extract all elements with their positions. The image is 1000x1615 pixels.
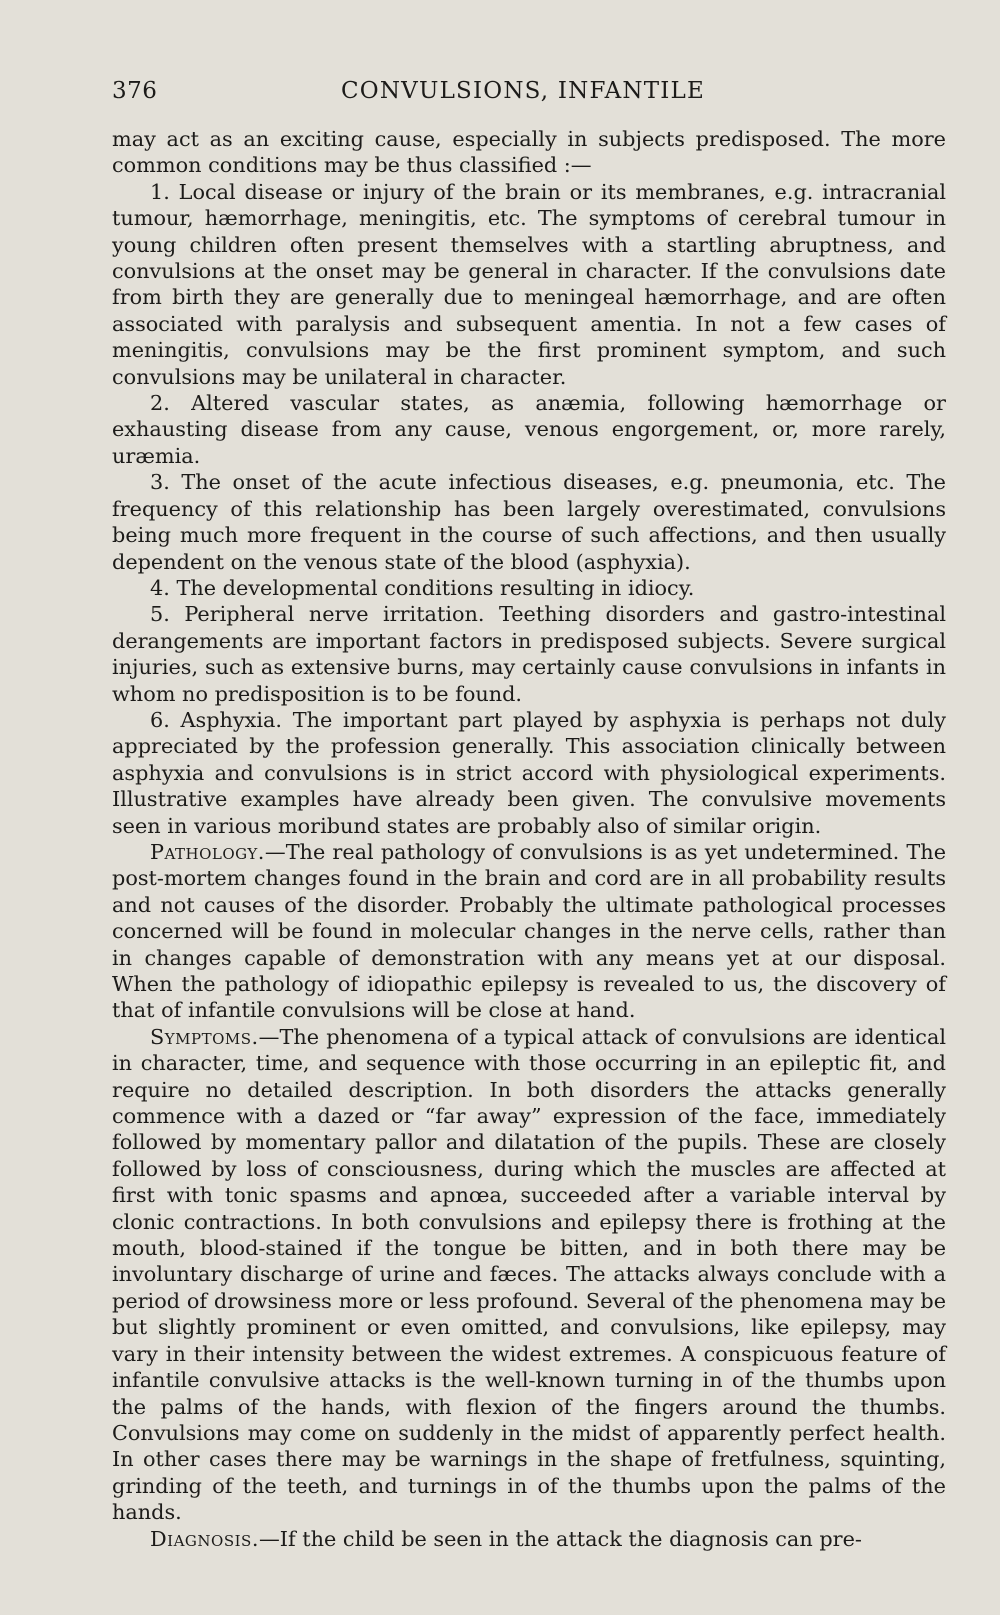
- body-text: [112, 126, 946, 1552]
- page-number: 376: [112, 78, 158, 104]
- section-heading-symptoms: Symptoms.: [150, 1024, 259, 1049]
- pathology-text: —The real pathology of convulsions is as yet undetermined. The post-mortem changes found in the brain and cord are in all probability results and not causes of the disorder. Probably the ultimate pathological processes concerned will be found in molecular changes in the nerve cells, rather than in changes capable of demonstration with any means yet at our disposal. When the pathology of idiopathic epilepsy is revealed to us, the discovery of that of infantile convulsions will be close at hand.: [112, 839, 946, 1023]
- section-heading-pathology: Pathology.: [150, 839, 265, 864]
- page-title: CONVULSIONS, INFANTILE: [341, 78, 706, 104]
- paragraph-symptoms: [112, 1024, 946, 1526]
- paragraph-pathology: [112, 839, 946, 1024]
- running-head: [112, 78, 946, 118]
- paragraph-cause-4: 4. The developmental conditions resulting in idiocy.: [150, 575, 695, 600]
- section-heading-diagnosis: Diagnosis.: [150, 1526, 259, 1551]
- paragraph-cause-6: 6. Asphyxia. The important part played by asphyxia is perhaps not duly appreciated by the profession generally. This association clinically between asphyxia and convulsions is in strict accord with physiological experiments. Illustrative examples have already been given. The convulsive movements seen in various moribund states are probably also of similar origin.: [112, 707, 946, 838]
- symptoms-text: —The phenomena of a typical attack of convulsions are identical in character, time, and sequence with those occurring in an epileptic fit, and require no detailed description. In both disorders the attacks generally commence with a dazed or “far away” expression of the face, immediately followed by momentary pallor and dilatation of the pupils. These are closely followed by loss of consciousness, during which the muscles are affected at first with tonic spasms and apnœa, succeeded after a variable interval by clonic contractions. In both convulsions and epilepsy there is frothing at the mouth, blood-stained if the tongue be bitten, and in both there may be involuntary discharge of urine and fæces. The attacks always conclude with a period of drowsiness more or less profound. Several of the phenomena may be but slightly prominent or even omitted, and convulsions, like epilepsy, may vary in their intensity between the widest extremes. A conspicuous feature of infantile convulsive attacks is the well-known turning in of the thumbs upon the palms of the hands, with flexion of the fingers around the thumbs. Convulsions may come on suddenly in the midst of apparently perfect health. In other cases there may be warnings in the shape of fretfulness, squinting, grinding of the teeth, and turnings in of the thumbs upon the palms of the hands.: [112, 1024, 946, 1525]
- paragraph-diagnosis: [112, 1526, 946, 1552]
- paragraph-cause-3: 3. The onset of the acute infectious diseases, e.g. pneumonia, etc. The frequency of this relationship has been largely overestimated, convulsions being much more frequent in the course of such affections, and then usually dependent on the venous state of the blood (asphyxia).: [112, 470, 946, 574]
- paragraph-cause-2: 2. Altered vascular states, as anæmia, following hæmorrhage or exhausting disease from any cause, venous engorgement, or, more rarely, uræmia.: [112, 391, 946, 468]
- paragraph-cause-1: 1. Local disease or injury of the brain or its membranes, e.g. intracranial tumour, hæmorrhage, meningitis, etc. The symptoms of cerebral tumour in young children often present themselves with a startling abruptness, and convulsions at the onset may be general in character. If the convulsions date from birth they are generally due to meningeal hæmorrhage, and are often associated with paralysis and subsequent amentia. In not a few cases of meningitis, convulsions may be the first prominent symptom, and such convulsions may be unilateral in character.: [112, 179, 946, 389]
- paragraph-continuation: may act as an exciting cause, especially in subjects predisposed. The more common conditions may be thus classified :—: [112, 127, 946, 178]
- diagnosis-text: —If the child be seen in the attack the diagnosis can pre-: [258, 1526, 862, 1551]
- paragraph-cause-5: 5. Peripheral nerve irritation. Teething disorders and gastro-intestinal derangements are important factors in predisposed subjects. Severe surgical injuries, such as extensive burns, may certainly cause convulsions in infants in whom no predisposition is to be found.: [112, 602, 946, 706]
